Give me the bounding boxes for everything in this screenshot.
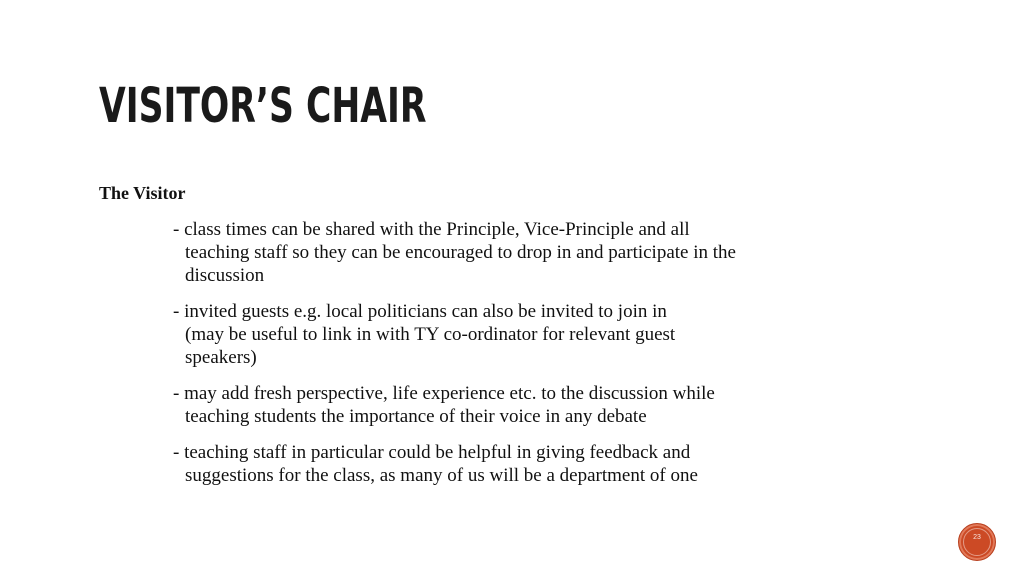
bullet-line: - class times can be shared with the Principle, Vice-Principle and all <box>173 219 690 240</box>
subheading: The Visitor <box>99 183 186 203</box>
slide-number-badge[interactable] <box>958 523 996 561</box>
bullet-line: teaching staff so they can be encouraged to drop in and participate in the <box>185 242 736 263</box>
bullet-line: (may be useful to link in with TY co-ordinator for relevant guest <box>185 324 676 345</box>
bullet-item <box>173 218 913 287</box>
bullet-item <box>173 441 913 487</box>
badge-ring <box>963 528 991 556</box>
bullet-line: teaching students the importance of their voice in any debate <box>185 406 647 427</box>
bullet-list <box>173 218 913 500</box>
bullet-item <box>173 300 913 369</box>
bullet-line: - teaching staff in particular could be helpful in giving feedback and <box>173 442 691 463</box>
slide-title: VISITOR’S CHAIR <box>99 78 427 134</box>
bullet-line: suggestions for the class, as many of us will be a department of one <box>185 465 698 486</box>
bullet-line: - invited guests e.g. local politicians can also be invited to join in <box>173 301 667 322</box>
bullet-line: - may add fresh perspective, life experience etc. to the discussion while <box>173 383 715 404</box>
bullet-line: speakers) <box>185 347 257 368</box>
bullet-line: discussion <box>185 265 265 286</box>
bullet-item <box>173 382 913 428</box>
slide-number: 23 <box>973 534 981 541</box>
